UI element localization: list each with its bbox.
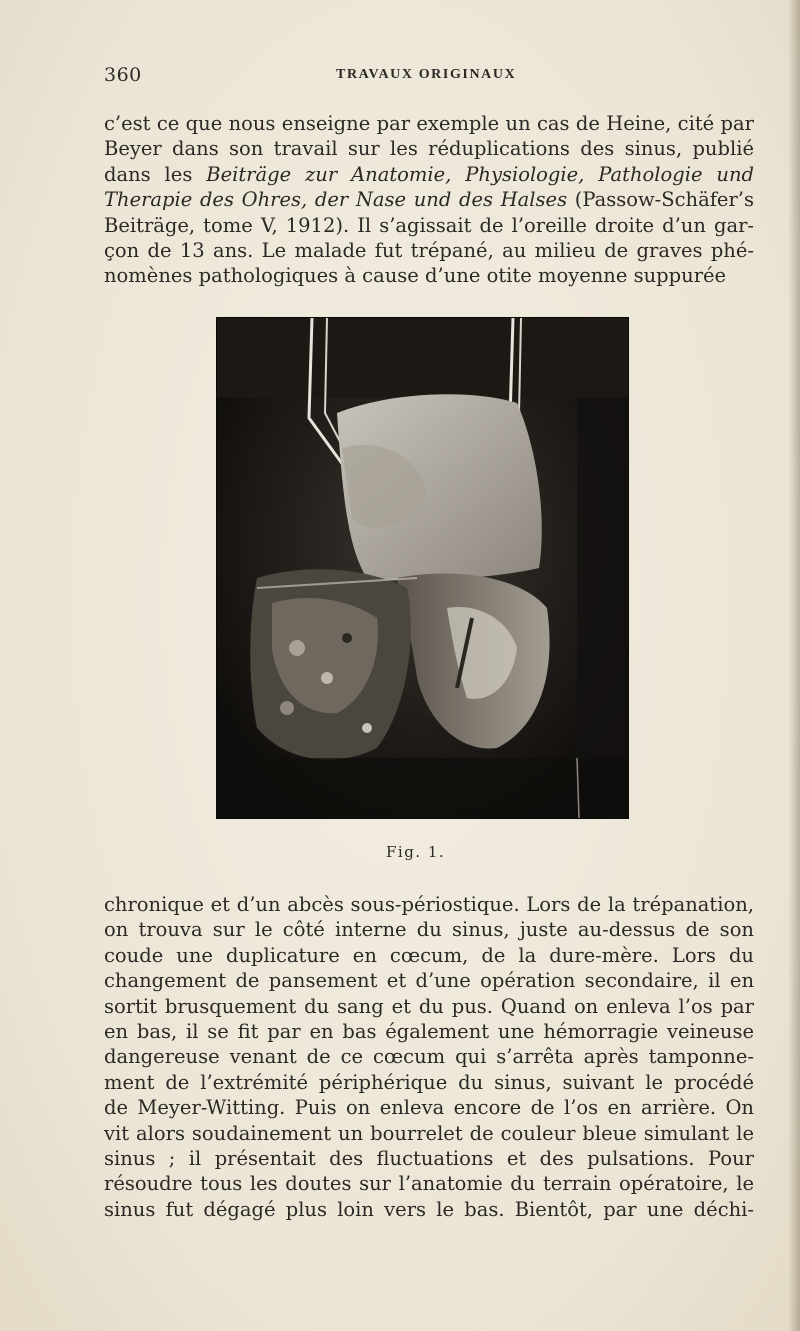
text-line: en bas, il se fit par en bas également une hémorragie veineuse bbox=[104, 1019, 754, 1043]
text-line: vit alors soudainement un bourrelet de couleur bleue simulant le bbox=[104, 1121, 754, 1145]
running-title: TRAVAUX ORIGINAUX bbox=[336, 67, 517, 82]
italic-title-run: Therapie des Ohres, der Nase und des Halses bbox=[104, 188, 568, 212]
paragraph-bottom bbox=[104, 892, 754, 1222]
text-line: chronique et d’un abcès sous-périostique. Lors de la trépanation, bbox=[104, 893, 754, 916]
page-number: 360 bbox=[104, 64, 142, 86]
text-line: dangereuse venant de ce cœcum qui s’arrêta après tamponne- bbox=[104, 1045, 754, 1069]
text-run: dans les bbox=[104, 162, 207, 186]
text-line: ment de l’extrémité périphérique du sinus, suivant le procédé bbox=[104, 1070, 754, 1094]
text-line: sinus ; il présentait des fluctuations et des pulsations. Pour bbox=[104, 1146, 754, 1170]
text-line: résoudre tous les doutes sur l’anatomie du terrain opératoire, le bbox=[104, 1172, 754, 1196]
text-line: coude une duplicature en cœcum, de la dure-mère. Lors du bbox=[104, 943, 754, 967]
italic-title-run: Beiträge zur Anatomie, Physiologie, Pathologie und bbox=[206, 162, 754, 186]
text-line: sinus fut dégagé plus loin vers le bas. Bientôt, par une déchi- bbox=[104, 1197, 754, 1221]
page-spine-shadow bbox=[788, 0, 800, 1331]
paragraph-top bbox=[104, 111, 754, 289]
text-line bbox=[104, 187, 754, 212]
text-line bbox=[104, 162, 754, 187]
figure-photograph bbox=[216, 317, 629, 819]
text-line: on trouva sur le côté interne du sinus, juste au-dessus de son bbox=[104, 918, 754, 942]
text-run: (Passow-Schäfer’s bbox=[567, 188, 754, 212]
text-line: c’est ce que nous enseigne par exemple un cas de Heine, cité par bbox=[104, 112, 754, 135]
running-head bbox=[104, 64, 754, 88]
text-line: Beiträge, tome V, 1912). Il s’agissait de l’oreille droite d’un gar- bbox=[104, 213, 754, 237]
figure-caption: Fig. 1. bbox=[386, 843, 446, 861]
text-line: de Meyer-Witting. Puis on enleva encore de l’os en arrière. On bbox=[104, 1096, 754, 1120]
text-line: changement de pansement et d’une opération secondaire, il en bbox=[104, 969, 754, 993]
text-line: Beyer dans son travail sur les réduplications des sinus, publié bbox=[104, 137, 754, 161]
text-line: nomènes pathologiques à cause d’une otite moyenne suppurée bbox=[104, 264, 727, 288]
anatomical-specimen-photo bbox=[217, 318, 628, 818]
text-line: çon de 13 ans. Le malade fut trépané, au milieu de graves phé- bbox=[104, 238, 754, 262]
text-line: sortit brusquement du sang et du pus. Quand on enleva l’os par bbox=[104, 994, 754, 1018]
